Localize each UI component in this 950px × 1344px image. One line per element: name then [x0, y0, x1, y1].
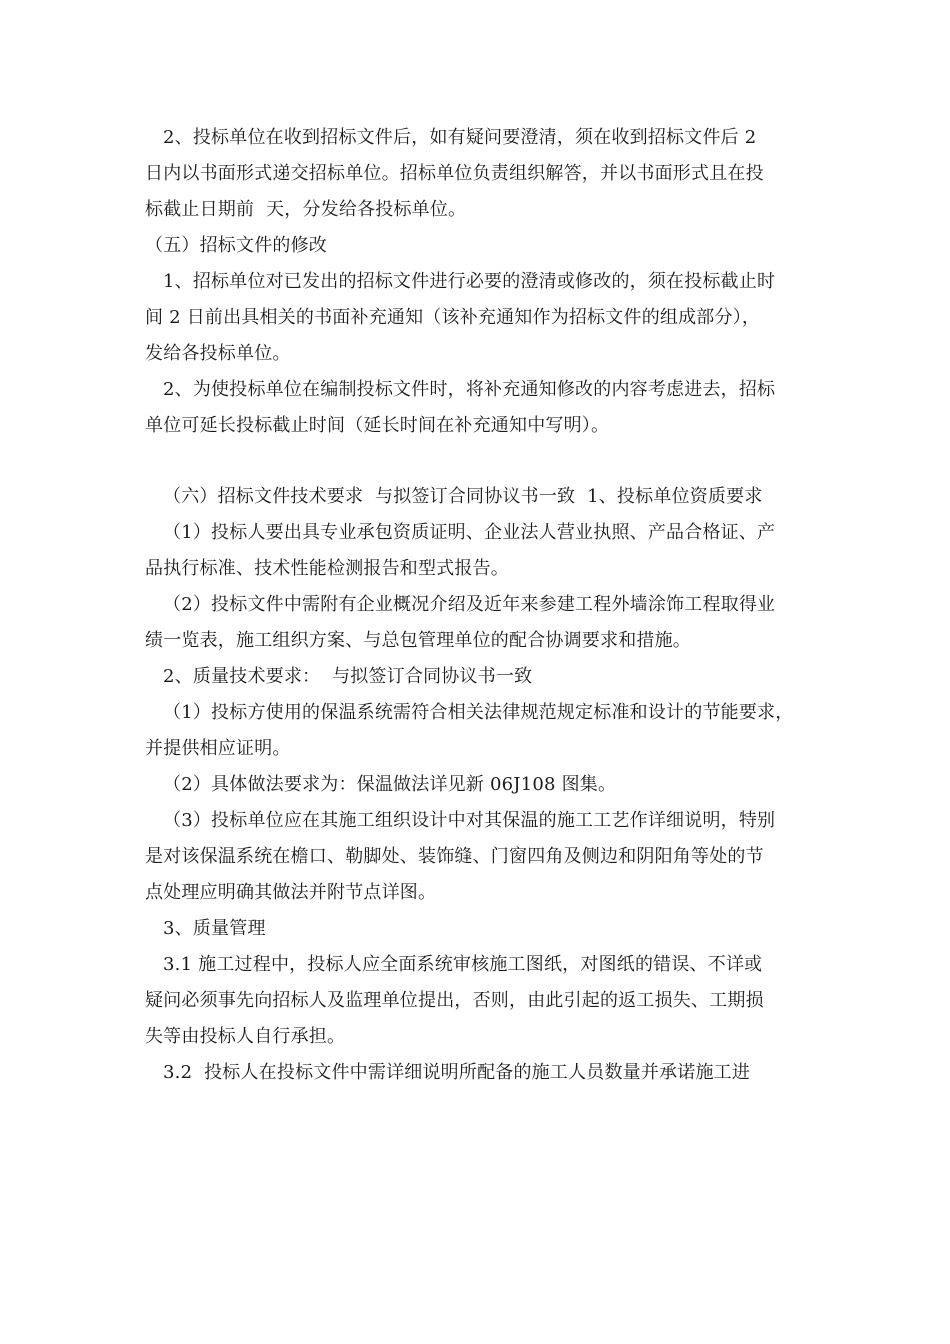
text-line: 并提供相应证明。 [145, 738, 291, 759]
text-line: 2、质量技术要求： 与拟签订合同协议书一致 [163, 666, 533, 687]
text-line: 2、为使投标单位在编制投标文件时，将补充通知修改的内容考虑进去，招标 [163, 379, 776, 400]
text-line: 1、招标单位对已发出的招标文件进行必要的澄清或修改的，须在投标截止时 [163, 271, 776, 292]
text-line: （1）投标方使用的保温系统需符合相关法律规范规定标准和设计的节能要求， [163, 702, 794, 723]
text-line: 3.1 施工过程中，投标人应全面系统审核施工图纸，对图纸的错误、不详或 [163, 954, 763, 975]
text-line: 间 2 日前出具相关的书面补充通知（该补充通知作为招标文件的组成部分）， [145, 307, 761, 328]
text-line: 标截止日期前 天，分发给各投标单位。 [145, 199, 467, 220]
text-line: （2）具体做法要求为：保温做法详见新 06J108 图集。 [163, 774, 617, 795]
text-line: 日内以书面形式递交招标单位。招标单位负责组织解答，并以书面形式且在投 [145, 163, 764, 184]
text-line: （3）投标单位应在其施工组织设计中对其保温的施工工艺作详细说明，特别 [163, 810, 776, 831]
text-line: 单位可延长投标截止时间（延长时间在补充通知中写明）。 [145, 415, 610, 436]
text-line: （2）投标文件中需附有企业概况介绍及近年来参建工程外墙涂饰工程取得业 [163, 594, 776, 615]
text-line: 发给各投标单位。 [145, 343, 291, 364]
text-line: 品执行标准、技术性能检测报告和型式报告。 [145, 558, 509, 579]
text-line: （1）投标人要出具专业承包资质证明、企业法人营业执照、产品合格证、产 [163, 522, 776, 543]
text-line: 疑问必须事先向招标人及监理单位提出，否则，由此引起的返工损失、工期损 [145, 990, 764, 1011]
section-heading: （五）招标文件的修改 [145, 235, 327, 256]
text-line: 点处理应明确其做法并附节点详图。 [145, 882, 437, 903]
text-line: 是对该保温系统在檐口、勒脚处、装饰缝、门窗四角及侧边和阴阳角等处的节 [145, 846, 764, 867]
text-line: 3.2 投标人在投标文件中需详细说明所配备的施工人员数量并承诺施工进 [163, 1062, 751, 1083]
section-heading: 3、质量管理 [163, 918, 266, 939]
text-line: 2、投标单位在收到招标文件后，如有疑问要澄清，须在收到招标文件后 2 [163, 127, 757, 148]
text-line: 绩一览表，施工组织方案、与总包管理单位的配合协调要求和措施。 [145, 630, 691, 651]
text-line: 失等由投标人自行承担。 [145, 1026, 346, 1047]
section-heading: （六）招标文件技术要求 与拟签订合同协议书一致 1、投标单位资质要求 [163, 486, 763, 507]
